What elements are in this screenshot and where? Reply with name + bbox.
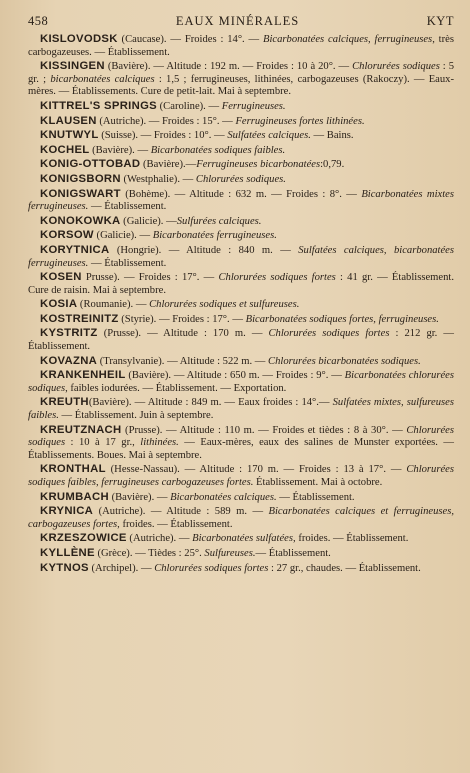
spa-name: KLAUSEN — [40, 114, 97, 127]
spa-details: — Altitude : 632 m. — Froides : 8°. — — [170, 188, 362, 200]
running-head: KYT — [426, 14, 454, 28]
spa-entry — [28, 369, 454, 395]
spa-details: — Tièdes : 25°. — [132, 547, 205, 559]
spa-region: (Styrie). — [118, 313, 157, 325]
water-classification: lithinées. — [140, 437, 179, 449]
spa-region: (Autriche). — [93, 506, 146, 518]
spa-name: KOSTREINITZ — [40, 312, 119, 325]
spa-region: (Galicie). — [93, 230, 137, 242]
water-classification: Sulfatées mixtes, sulfureuses faibles. — [28, 397, 454, 422]
water-classification: Ferrugineuses bicarbonatées — [196, 159, 321, 171]
spa-name: KNUTWYL — [40, 129, 99, 142]
spa-details: : 10 à 17 gr., — [65, 437, 141, 449]
spa-entry — [28, 188, 454, 214]
water-classification: Bicarbonatées calciques, ferrugineuses — [262, 34, 433, 45]
spa-entry — [28, 355, 454, 369]
page-number: 458 — [28, 14, 49, 28]
spa-region: (Prusse). — [97, 328, 142, 340]
spa-entry — [28, 271, 454, 297]
spa-region: (Westphalie). — [120, 173, 180, 185]
page-header — [28, 14, 454, 29]
water-classification: Ferrugineuses fortes lithinées. — [235, 115, 365, 127]
spa-region: (Transylvanie). — [97, 355, 165, 367]
spa-entry — [28, 327, 454, 353]
water-classification: Chlorurées sodiques fortes — [268, 328, 390, 340]
water-classification: Sulfureuses. — [204, 547, 256, 559]
water-classification: Chlorurées sodiques — [352, 61, 440, 73]
spa-details: — Établissement. — [88, 257, 167, 269]
spa-entry — [28, 298, 454, 312]
water-classification: Bicarbonatées sulfatées, — [192, 533, 296, 545]
spa-entry — [28, 60, 454, 99]
spa-details: — Établissement. — [276, 491, 355, 503]
spa-name: KISSINGEN — [40, 60, 105, 73]
spa-details: — Froides : 17°. — — [119, 272, 219, 284]
spa-name: KRZESZOWICE — [40, 532, 127, 545]
spa-region: Prusse). — [81, 272, 120, 284]
spa-name: KOCHEL — [40, 143, 90, 156]
spa-entry — [28, 532, 454, 546]
spa-details: — — [163, 215, 177, 227]
spa-region: (Roumanie). — [77, 299, 134, 311]
water-classification: Chlorurées sodiques et sulfureuses. — [149, 299, 300, 311]
spa-details: — Froides : 15°. — — [146, 115, 236, 127]
spa-details: — Établissement. Juin à septembre. — [58, 410, 214, 422]
spa-name: KYSTRITZ — [40, 327, 98, 340]
spa-details: — — [133, 299, 150, 311]
spa-entry — [28, 396, 454, 422]
water-classification: Bicarbonatées calciques. — [170, 491, 277, 503]
spa-details: — Altitude : 522 m. — — [164, 355, 269, 367]
spa-region: (Galicie). — [120, 215, 164, 227]
spa-entry — [28, 547, 454, 561]
spa-details: — — [138, 562, 155, 574]
spa-region: (Hongrie). — [109, 244, 162, 256]
spa-name: KRUMBACH — [40, 490, 109, 503]
spa-region: (Bavière). — [88, 397, 132, 409]
spa-details: — Altitude : 192 m. — Froides : 10 à 20°. — — [150, 61, 353, 73]
spa-region: (Bavière). — [89, 144, 135, 156]
spa-entry — [28, 244, 454, 270]
spa-details: — — [136, 230, 153, 242]
spa-region: (Caroline). — [157, 100, 206, 112]
spa-details: — Altitude : 589 m. — — [145, 506, 269, 518]
spa-details: — Froides : 14°. — — [166, 34, 263, 45]
water-classification: Sulfurées calciques. — [176, 215, 262, 227]
page-title: EAUX MINÉRALES — [175, 14, 300, 28]
spa-details: , faibles iodurées. — Établissement. — Exportation. — [65, 382, 287, 394]
spa-details: — — [205, 100, 222, 112]
spa-name: KORSOW — [40, 229, 94, 242]
water-classification: Sulfatées calciques. — [227, 130, 311, 142]
spa-details: :0,79. — [320, 159, 345, 171]
spa-name: KREUTZNACH — [40, 423, 122, 436]
spa-details: : 41 gr. — Établissement. Cure de raisin. Mai à septembre. — [28, 272, 454, 296]
spa-name: KYLLÈNE — [40, 546, 95, 559]
spa-details: — Altitude : 170 m. — — [141, 328, 269, 340]
spa-details: — Établissement. — [255, 547, 331, 559]
spa-region: (Bohème). — [120, 188, 171, 200]
water-classification: Bicarbonatées chlorurées sodiques — [28, 370, 455, 394]
water-classification: Bicarbonatées calciques et ferrugineuses, carbogazeuses fortes, — [28, 506, 455, 530]
spa-region: (Archipel). — [88, 562, 139, 574]
spa-entry — [28, 33, 454, 59]
spa-entry — [28, 215, 454, 229]
spa-region: (Prusse). — [121, 424, 163, 436]
spa-entry — [28, 173, 454, 187]
spa-details: : 5 gr. ; — [28, 61, 454, 85]
spa-region: (Autriche). — [126, 533, 177, 545]
spa-name: KYTNOS — [40, 561, 89, 574]
spa-details: froides. — Établissement. — [119, 518, 233, 530]
water-classification: bicarbonatées calciques — [50, 73, 155, 85]
spa-details: — — [179, 173, 196, 185]
spa-details: — Altitude : 170 m. — Froides : 13 à 17°. — — [179, 464, 407, 476]
spa-details: — Bains. — [310, 130, 354, 142]
spa-details: — Froides : 17°. — — [156, 313, 246, 325]
spa-name: KOSIA — [40, 298, 78, 311]
spa-details: — — [134, 144, 151, 156]
spa-details: — Établissement. — [88, 201, 167, 213]
water-classification: Chlorurées sodiques — [28, 424, 454, 449]
spa-entry — [28, 229, 454, 243]
spa-region: (Hesse-Nassau). — [105, 464, 180, 476]
spa-name: KOVAZNA — [40, 354, 98, 367]
spa-entry — [28, 129, 454, 143]
spa-region: (Bavière). — [104, 61, 151, 73]
spa-name: KRYNICA — [40, 505, 94, 518]
water-classification: Chlorurées sodiques fortes — [154, 562, 269, 574]
water-classification: Bicarbonatées sodiques fortes, ferrugineuses. — [245, 313, 439, 325]
spa-name: KOSEN — [40, 271, 82, 284]
spa-name: KITTREL'S SPRINGS — [40, 99, 157, 112]
spa-name: KONIGSBORN — [40, 172, 121, 185]
spa-name: KREUTH — [40, 396, 89, 409]
spa-name: KORYTNICA — [40, 243, 110, 256]
spa-region: (Caucase). — [117, 34, 167, 45]
spa-name: KRANKENHEIL — [40, 369, 126, 382]
spa-details: — Altitude : 650 m. — Froides : 9°. — — [171, 370, 345, 382]
water-classification: Bicarbonatées ferrugineuses. — [152, 230, 277, 242]
spa-name: KONIGSWART — [40, 187, 121, 200]
spa-region: (Suisse). — [98, 130, 139, 142]
spa-entry — [28, 562, 454, 576]
water-classification: Sulfatées calciques, bicarbonatées ferrugineuses. — [28, 244, 455, 269]
spa-entry — [28, 424, 454, 463]
spa-name: KONIG-OTTOBAD — [40, 158, 141, 171]
spa-region: (Autriche). — [96, 115, 147, 127]
entry-list — [28, 33, 454, 575]
spa-name: KISLOVODSK — [40, 33, 118, 45]
spa-entry — [28, 491, 454, 505]
spa-entry — [28, 463, 454, 489]
water-classification: Chlorurées sodiques. — [195, 173, 286, 185]
water-classification: Chlorurées bicarbonatées sodiques. — [268, 355, 421, 367]
spa-details: Établissement. Mai à octobre. — [253, 477, 383, 488]
spa-region: (Bavière). — [140, 159, 186, 171]
spa-name: KRONTHAL — [40, 463, 106, 476]
spa-details: — — [154, 491, 171, 503]
spa-details: — Altitude : 110 m. — Froides et tièdes : 8 à 30°. — — [162, 424, 407, 436]
spa-entry — [28, 100, 454, 114]
spa-details: : 212 gr. — Établissement. — [28, 328, 454, 353]
spa-region: (Bavière). — [125, 370, 172, 382]
water-classification: Bicarbonatées mixtes ferrugineuses. — [28, 188, 454, 213]
spa-details: — — [185, 159, 197, 171]
spa-details: , très carbogazeuses. — Établissement. — [28, 34, 454, 58]
water-classification: Ferrugineuses. — [221, 100, 286, 112]
spa-region: (Grèce). — [94, 547, 133, 559]
spa-details: froides. — Établissement. — [295, 533, 409, 545]
spa-details: — Eaux-mères, eaux des salines de Munster exportées. — Établissements. Boues. Mai à septembre. — [28, 437, 454, 461]
spa-entry — [28, 505, 454, 531]
spa-entry — [28, 144, 454, 158]
water-classification: Bicarbonatées sodiques faibles. — [150, 144, 286, 156]
spa-entry — [28, 313, 454, 327]
spa-details: — Altitude : 840 m. — — [161, 244, 299, 256]
water-classification: Chlorurées sodiques faibles, ferrugineuses carbogazeuses fortes. — [28, 464, 454, 488]
spa-name: KONOKOWKA — [40, 214, 121, 227]
spa-details: — Altitude : 849 m. — Eaux froides : 14°.— — [131, 397, 333, 409]
spa-entry — [28, 158, 454, 172]
spa-details: — Froides : 10°. — — [138, 130, 228, 142]
water-classification: Chlorurées sodiques fortes — [218, 272, 336, 284]
spa-details: — — [176, 533, 193, 545]
spa-entry — [28, 115, 454, 129]
spa-details: : 27 gr., chaudes. — Établissement. — [268, 562, 421, 574]
spa-region: (Bavière). — [108, 491, 155, 503]
spa-details: : 1,5 ; ferrugineuses, lithinées, carbogazeuses (Rakoczy). — Eaux-mères. — Établissements. Cure de petit-lait. Mai à septembre. — [28, 73, 454, 98]
